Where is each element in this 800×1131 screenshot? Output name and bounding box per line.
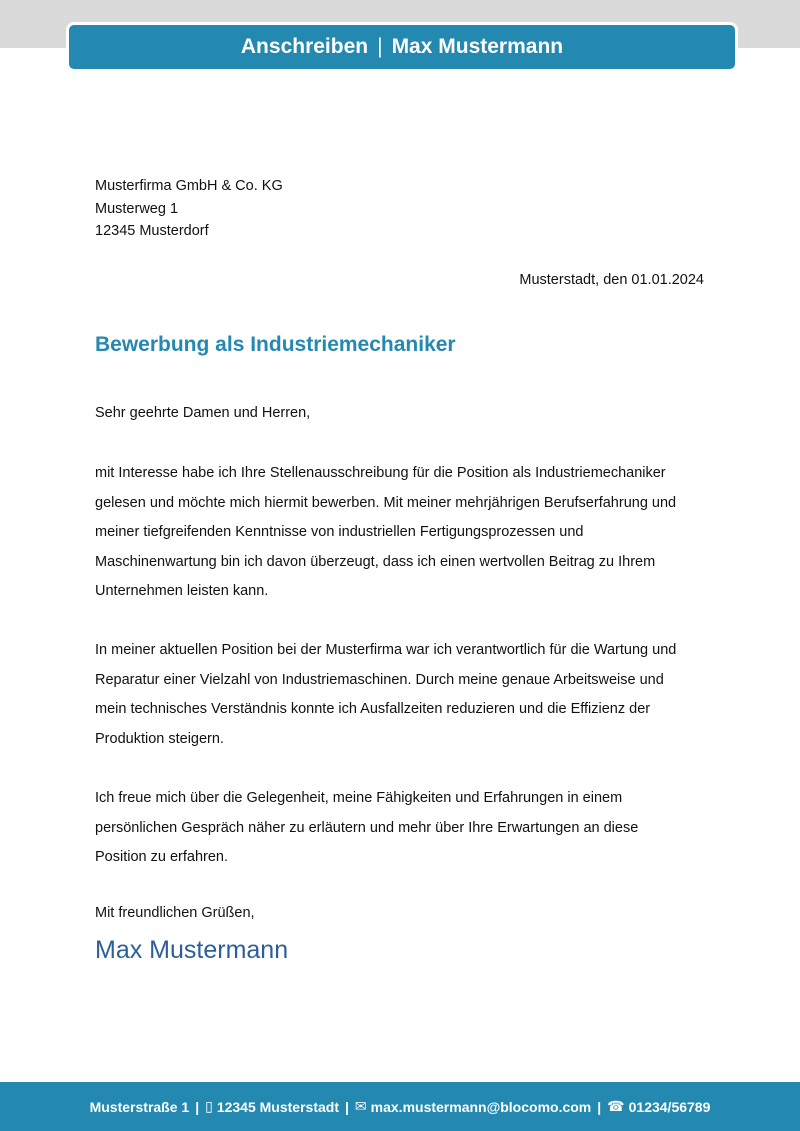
phone-icon: ☎ xyxy=(607,1098,625,1114)
footer-city: 12345 Musterstadt xyxy=(216,1098,339,1115)
paragraph-line: Unternehmen leisten kann. xyxy=(95,583,269,599)
date-line: Musterstadt, den 01.01.2024 xyxy=(519,272,704,288)
paragraph-line: gelesen und möchte mich hiermit bewerben. Mit meiner mehrjährigen Berufserfahrung und xyxy=(95,494,677,511)
header-title-left: Anschreiben xyxy=(240,35,369,58)
recipient-address xyxy=(95,175,283,243)
paragraph-line: Produktion steigern. xyxy=(95,730,224,747)
location-icon: ▯ xyxy=(205,1098,213,1114)
footer-separator: | xyxy=(597,1098,602,1115)
subject-heading: Bewerbung als Industriemechaniker xyxy=(95,333,456,356)
footer-street: Musterstraße 1 xyxy=(89,1098,190,1115)
paragraph-line: Maschinenwartung bin ich davon überzeugt, dass ich einen wertvollen Beitrag zu Ihrem xyxy=(95,553,656,570)
paragraph-line: In meiner aktuellen Position bei der Musterfirma war ich verantwortlich für die Wartung und xyxy=(95,642,677,658)
paragraph-line: Reparatur einer Vielzahl von Industriemaschinen. Durch meine genaue Arbeitsweise und xyxy=(95,671,664,688)
footer-separator: | xyxy=(195,1098,200,1115)
paragraph-line: mit Interesse habe ich Ihre Stellenausschreibung für die Position als Industriemechaniker xyxy=(95,465,666,481)
closing-phrase: Mit freundlichen Grüßen, xyxy=(95,905,255,921)
salutation: Sehr geehrte Damen und Herren, xyxy=(95,405,311,421)
footer-separator: | xyxy=(345,1098,349,1115)
header-bar xyxy=(66,22,738,72)
footer-phone: 01234/56789 xyxy=(628,1098,711,1115)
recipient-city: 12345 Musterdorf xyxy=(95,223,209,239)
body-paragraph-1 xyxy=(95,459,710,607)
body-paragraph-2 xyxy=(95,636,710,754)
footer-email: max.mustermann@blocomo.com xyxy=(370,1098,592,1115)
recipient-company: Musterfirma GmbH & Co. KG xyxy=(95,178,283,194)
paragraph-line: Position zu erfahren. xyxy=(95,849,228,865)
signature: Max Mustermann xyxy=(95,936,289,964)
recipient-street: Musterweg 1 xyxy=(95,200,179,217)
paragraph-line: persönlichen Gespräch näher zu erläutern und mehr über Ihre Erwartungen an diese xyxy=(95,819,639,836)
paragraph-line: meiner tiefgreifenden Kenntnisse von industriellen Fertigungsprozessen und xyxy=(95,524,584,540)
envelope-icon: ✉ xyxy=(354,1098,367,1114)
header-title-right: Max Mustermann xyxy=(391,35,564,58)
body-paragraph-3 xyxy=(95,784,710,873)
header-separator: | xyxy=(377,35,383,58)
footer-contact-bar xyxy=(0,1082,800,1131)
paragraph-line: mein technisches Verständnis konnte ich Ausfallzeiten reduzieren und die Effizienz der xyxy=(95,701,651,717)
paragraph-line: Ich freue mich über die Gelegenheit, meine Fähigkeiten und Erfahrungen in einem xyxy=(95,790,623,806)
